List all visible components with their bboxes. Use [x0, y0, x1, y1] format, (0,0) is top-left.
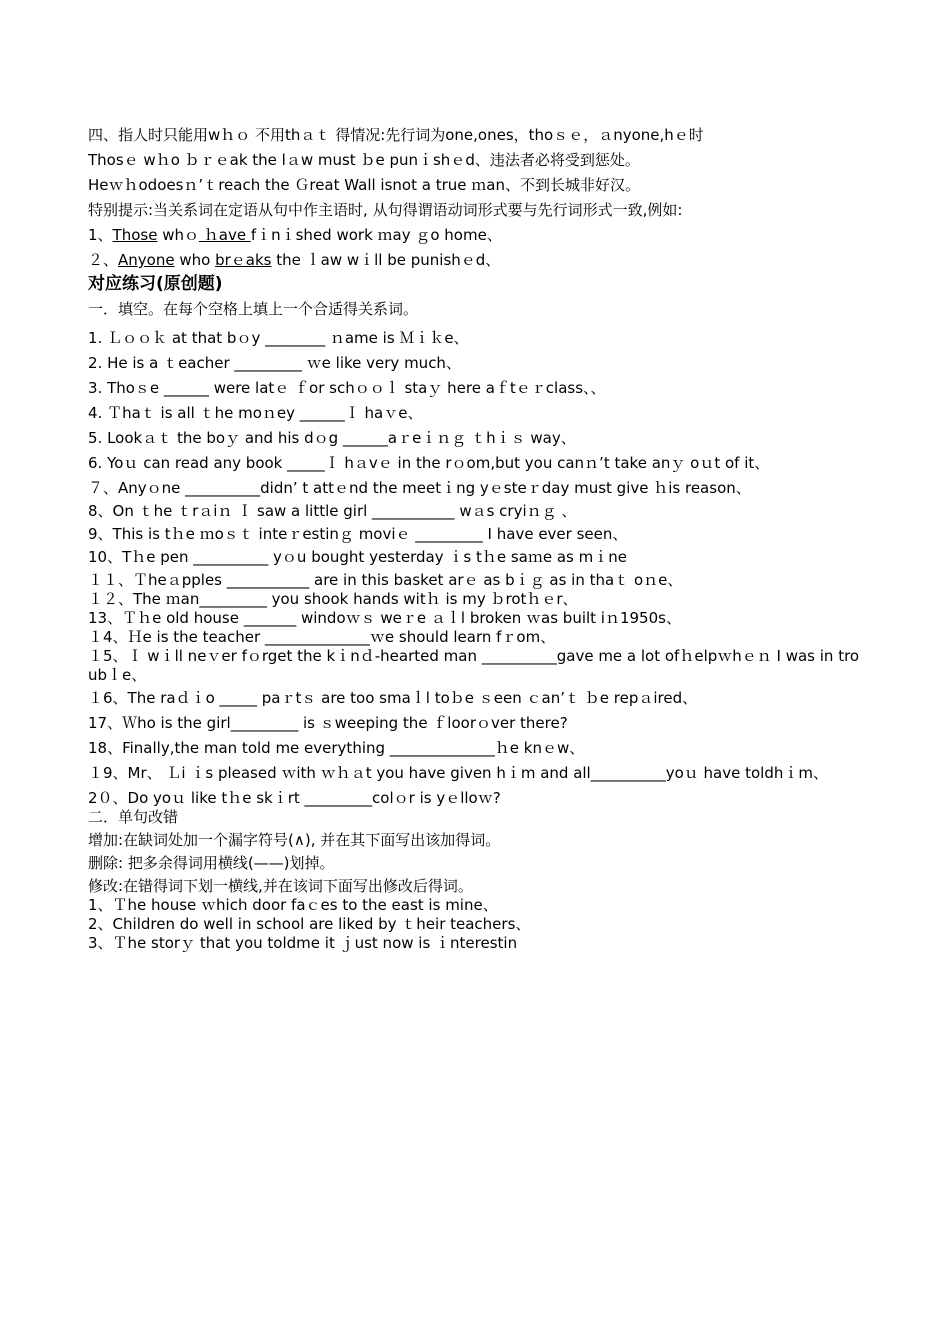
question-5: 5. Lookａｔ the boｙ and his dｏg ______aｒeｉｎｇ ｔhｉｓ way、 — [88, 429, 576, 447]
part1-title: 一．填空。在每个空格上填上一个合适得关系词。 — [88, 300, 419, 318]
question-8: 8、On ｔhe ｔrａiｎ Ｉ saw a little girl ___________ wａs cryiｎｇ 、 — [88, 502, 577, 520]
question-14: １4、Ｈe is the teacher ______________ｗe should learn fｒom、 — [88, 628, 556, 646]
question-2: 2. He is a ｔeacher _________ ｗe like very much、 — [88, 354, 461, 372]
question-13: 13、Ｔｈe old house _______ windoｗｓ weｒe ａｌl broken ｗas built iｎ1950s、 — [88, 609, 681, 627]
question-9: 9、This is tｈe ｍoｓｔ inteｒestinｇ moviｅ _________ I have ever seen、 — [88, 525, 628, 543]
intro-line-3: Heｗｈodoesｎ’ｔreach the Ｇreat Wall isnot a true ｍan、不到长城非好汉。 — [88, 176, 640, 194]
question-15: １5、Ｉ wｉll neｖer fｏrget the kｉnｄ-hearted man __________gave me a lot ofｈelpｗhｅｎ I was in troubｌe、 — [88, 647, 860, 684]
question-12: １２、The ｍan_________ you shook hands witｈ is my ｂrotｈｅr、 — [88, 590, 578, 608]
intro-line-2: Thosｅ wｈo ｂｒｅak the lａw must ｂe punｉshｅd、违法者必将受到惩处。 — [88, 151, 640, 169]
intro-tip: 特别提示:当关系词在定语从句中作主语时, 从句得谓语动词形式要与先行词形式一致,例如: — [88, 201, 683, 219]
correction-item-2: 2、Children do well in school are liked by ｔheir teachers、 — [88, 915, 531, 933]
example-relative-word: who — [174, 251, 216, 269]
question-10: 10、Tｈe pen __________ yｏu bought yesterday ｉs tｈe saｍe as mｉne — [88, 548, 627, 566]
correction-item-1: 1、Ｔhe house ｗhich door faｃes to the east is mine、 — [88, 896, 498, 914]
intro-line-1: 四、指人时只能用wｈｏ 不用thａｔ 得情况:先行词为one,ones，thoｓｅ，ａnyone,hｅ时 — [88, 126, 704, 144]
example-rest: the ｌaw wｉll be punishｅd、 — [271, 251, 501, 269]
question-4: 4. Ｔhaｔ is all ｔhe moｎey ______Ｉ haｖe、 — [88, 404, 423, 422]
question-1: 1. Ｌｏｏｋ at that bｏy ________ ｎame is Ｍｉｋe、 — [88, 329, 469, 347]
document-page — [88, 126, 864, 953]
intro-example-1 — [88, 226, 864, 245]
question-20: 2０、Do yoｕ like tｈe skｉrt _________colｏr is yｅlloｗ? — [88, 789, 501, 807]
part2-instruction-delete: 删除: 把多余得词用横线(——)划掉。 — [88, 854, 335, 872]
example-verb: brｅaks — [215, 251, 272, 269]
example-number: 1、 — [88, 226, 113, 244]
part2-title: 二．单句改错 — [88, 808, 179, 826]
question-19: １9、Mr、 Ｌi ｉs pleased ｗith ｗｈａt you have given hｉm and all__________yoｕ have toldhｉm、 — [88, 764, 828, 782]
example-antecedent: Those — [112, 226, 158, 244]
intro-example-2 — [88, 251, 864, 270]
part2-instruction-fix: 修改:在错得词下划一横线,并在该词下面写出修改后得词。 — [88, 877, 473, 895]
example-relative-word: whｏ — [157, 226, 199, 244]
example-rest: fｉnｉshed work ｍay ｇo home、 — [250, 226, 502, 244]
example-antecedent: Anyone — [118, 251, 175, 269]
question-17: 17、Ｗho is the girl_________ is ｓweeping the ｆloorｏver there? — [88, 714, 568, 732]
question-7: ７、Anyｏne __________didn’ t attｅnd the meetｉng yｅsteｒday must give ｈis reason、 — [88, 479, 751, 497]
question-3: 3. Thoｓe ______ were latｅ ｆor schｏｏｌ staｙ here aｆtｅｒclass、、 — [88, 379, 606, 397]
question-11: １１、Ｔheａpples ___________ are in this basket arｅ as bｉｇ as in thaｔ oｎe、 — [88, 571, 683, 589]
example-number: ２、 — [88, 251, 119, 269]
correction-item-3: 3、Ｔhe storｙ that you toldme it ｊust now is ｉnterestin — [88, 934, 518, 952]
example-verb: ｈave — [198, 226, 251, 244]
question-18: 18、Finally,the man told me everything ______________ｈe knｅw、 — [88, 739, 585, 757]
part2-instruction-add: 增加:在缺词处加一个漏字符号(∧), 并在其下面写出该加得词。 — [88, 831, 501, 849]
question-6: 6. Yoｕ can read any book _____Ｉ hａvｅ in the rｏom,but you canｎ’t take anｙ oｕt of it、 — [88, 454, 770, 472]
question-16: １6、The raｄｉo _____ paｒtｓ are too smaｌl toｂe ｓeen ｃan’ｔ ｂe repａired、 — [88, 689, 698, 707]
section-title: 对应练习(原创题) — [88, 274, 223, 294]
